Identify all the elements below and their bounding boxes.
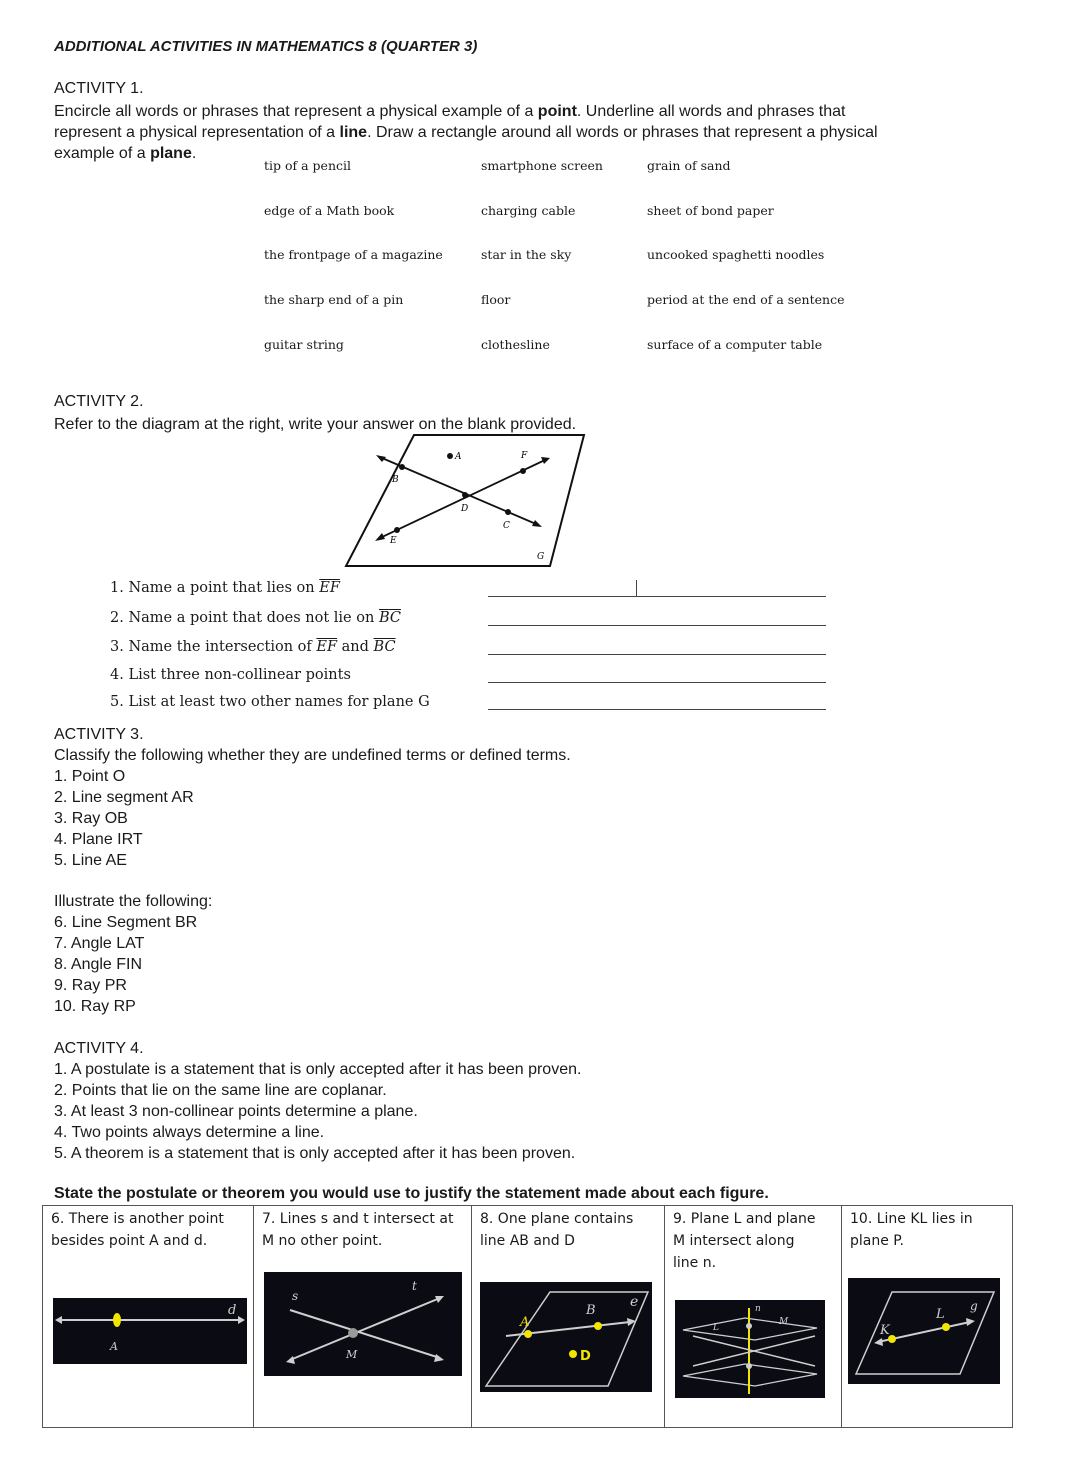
point-d-dot	[569, 1350, 577, 1358]
word-item[interactable]: period at the end of a sentence	[647, 292, 845, 307]
list-item: 1. Point O	[54, 768, 126, 785]
activity1-heading: ACTIVITY 1.	[54, 80, 144, 97]
point-d	[462, 492, 468, 498]
word-item[interactable]: star in the sky	[481, 247, 572, 262]
answer-blank-4[interactable]	[488, 682, 826, 683]
word-item[interactable]: sheet of bond paper	[647, 203, 774, 218]
word-item[interactable]: grain of sand	[647, 158, 731, 173]
label-b: B	[392, 475, 399, 485]
list-item: 5. A theorem is a statement that is only accepted after it has been proven.	[54, 1145, 576, 1162]
list-item: 4. Plane IRT	[54, 831, 143, 848]
word-item[interactable]: edge of a Math book	[264, 203, 395, 218]
list-item: 8. Angle FIN	[54, 956, 143, 973]
answer-blank-5[interactable]	[488, 709, 826, 710]
word-item[interactable]: uncooked spaghetti noodles	[647, 247, 825, 262]
svg-text:M: M	[346, 1348, 358, 1361]
activity3-instructions: Classify the following whether they are undefined terms or defined terms.	[54, 747, 571, 764]
question-1: 1. Name a point that lies on $\overline{EF}$	[110, 580, 340, 596]
list-item: 6. Line Segment BR	[54, 914, 198, 931]
illustrate-heading: Illustrate the following:	[54, 893, 213, 910]
svg-text:s: s	[292, 1289, 299, 1303]
svg-text:K: K	[880, 1323, 890, 1338]
point-b-dot	[594, 1322, 602, 1330]
label-g: G	[537, 552, 545, 562]
question-5: 5. List at least two other names for plane G	[110, 694, 430, 710]
point-e	[394, 527, 400, 533]
figure-table	[42, 1205, 1013, 1428]
list-item: 4. Two points always determine a line.	[54, 1124, 325, 1141]
activity3-heading: ACTIVITY 3.	[54, 726, 144, 743]
question-2: 2. Name a point that does not lie on $\overline{BC}$	[110, 610, 401, 626]
svg-text:L: L	[713, 1323, 719, 1333]
figure-7	[264, 1272, 462, 1376]
svg-text:g: g	[970, 1299, 978, 1313]
label-a: A	[455, 452, 462, 462]
list-item: 9. Ray PR	[54, 977, 127, 994]
activity4-heading: ACTIVITY 4.	[54, 1040, 144, 1057]
table-cell-9: 9. Plane L and plane M intersect along line n. n L M	[665, 1206, 842, 1427]
point-c	[505, 509, 511, 515]
word-item[interactable]: floor	[481, 292, 511, 307]
svg-text:B: B	[586, 1303, 596, 1318]
point-b	[399, 464, 405, 470]
svg-text:d: d	[228, 1303, 237, 1318]
word-item[interactable]: charging cable	[481, 203, 576, 218]
list-item: 7. Angle LAT	[54, 935, 145, 952]
label-f: F	[521, 451, 528, 461]
plane-diagram	[340, 432, 590, 572]
activity1-instructions: Encircle all words or phrases that represent a physical example of a point. Underline all words and phrases that represent a physical representation of a line. Draw a rectangle around all words or phrases that represent a physical example of a plane.	[54, 103, 878, 162]
plane-outline	[346, 435, 584, 566]
answer-blank-1[interactable]	[488, 596, 826, 597]
question-4: 4. List three non-collinear points	[110, 667, 351, 683]
svg-text:e: e	[630, 1294, 639, 1310]
word-item[interactable]: the frontpage of a magazine	[264, 247, 443, 262]
activity2-instructions: Refer to the diagram at the right, write your answer on the blank provided.	[54, 416, 577, 433]
point-l-dot	[942, 1323, 950, 1331]
svg-text:L: L	[936, 1307, 945, 1322]
answer-blank-3[interactable]	[488, 654, 826, 655]
word-item[interactable]: guitar string	[264, 337, 344, 352]
list-item: 2. Line segment AR	[54, 789, 194, 806]
svg-text:t: t	[412, 1279, 417, 1293]
label-d: D	[461, 504, 469, 514]
figure-6	[53, 1298, 247, 1364]
point-a	[447, 453, 453, 459]
svg-text:D: D	[580, 1349, 591, 1364]
table-instructions: State the postulate or theorem you would use to justify the statement made about each figure.	[54, 1185, 769, 1202]
word-item[interactable]: smartphone screen	[481, 158, 603, 173]
point-f	[520, 468, 526, 474]
list-item: 5. Line AE	[54, 852, 127, 869]
question-3: 3. Name the intersection of $\overline{EF}$ and $\overline{BC}$	[110, 639, 396, 655]
figure-9	[675, 1300, 825, 1398]
label-c: C	[503, 521, 510, 531]
list-item: 2. Points that lie on the same line are coplanar.	[54, 1082, 387, 1099]
list-item: 3. Ray OB	[54, 810, 128, 827]
list-item: 1. A postulate is a statement that is only accepted after it has been proven.	[54, 1061, 582, 1078]
point-a-dot	[524, 1330, 532, 1338]
cursor-mark	[636, 580, 637, 596]
figure-8	[480, 1282, 652, 1392]
table-cell-7: 7. Lines s and t intersect at M no other point. s t M	[254, 1206, 472, 1427]
svg-text:M: M	[779, 1317, 789, 1327]
figure-10	[848, 1278, 1000, 1384]
table-cell-10: 10. Line KL lies in plane P. K L g	[842, 1206, 1014, 1427]
word-item[interactable]: surface of a computer table	[647, 337, 823, 352]
svg-text:A: A	[110, 1340, 118, 1353]
svg-text:n: n	[755, 1304, 761, 1314]
arrow-head	[376, 455, 386, 462]
list-item: 3. At least 3 non-collinear points determine a plane.	[54, 1103, 418, 1120]
table-cell-8: 8. One plane contains line AB and D A B e D	[472, 1206, 665, 1427]
word-item[interactable]: tip of a pencil	[264, 158, 351, 173]
word-item[interactable]: the sharp end of a pin	[264, 292, 404, 307]
label-e: E	[390, 536, 397, 546]
list-item: 10. Ray RP	[54, 998, 136, 1015]
point-a-dot	[113, 1313, 121, 1327]
word-item[interactable]: clothesline	[481, 337, 550, 352]
svg-text:A: A	[520, 1315, 530, 1330]
activity2-heading: ACTIVITY 2.	[54, 393, 144, 410]
answer-blank-2[interactable]	[488, 625, 826, 626]
table-cell-6: 6. There is another point besides point A and d. d A	[43, 1206, 254, 1427]
point-m-dot	[348, 1328, 358, 1338]
page-title: ADDITIONAL ACTIVITIES IN MATHEMATICS 8 (QUARTER 3)	[54, 38, 478, 55]
